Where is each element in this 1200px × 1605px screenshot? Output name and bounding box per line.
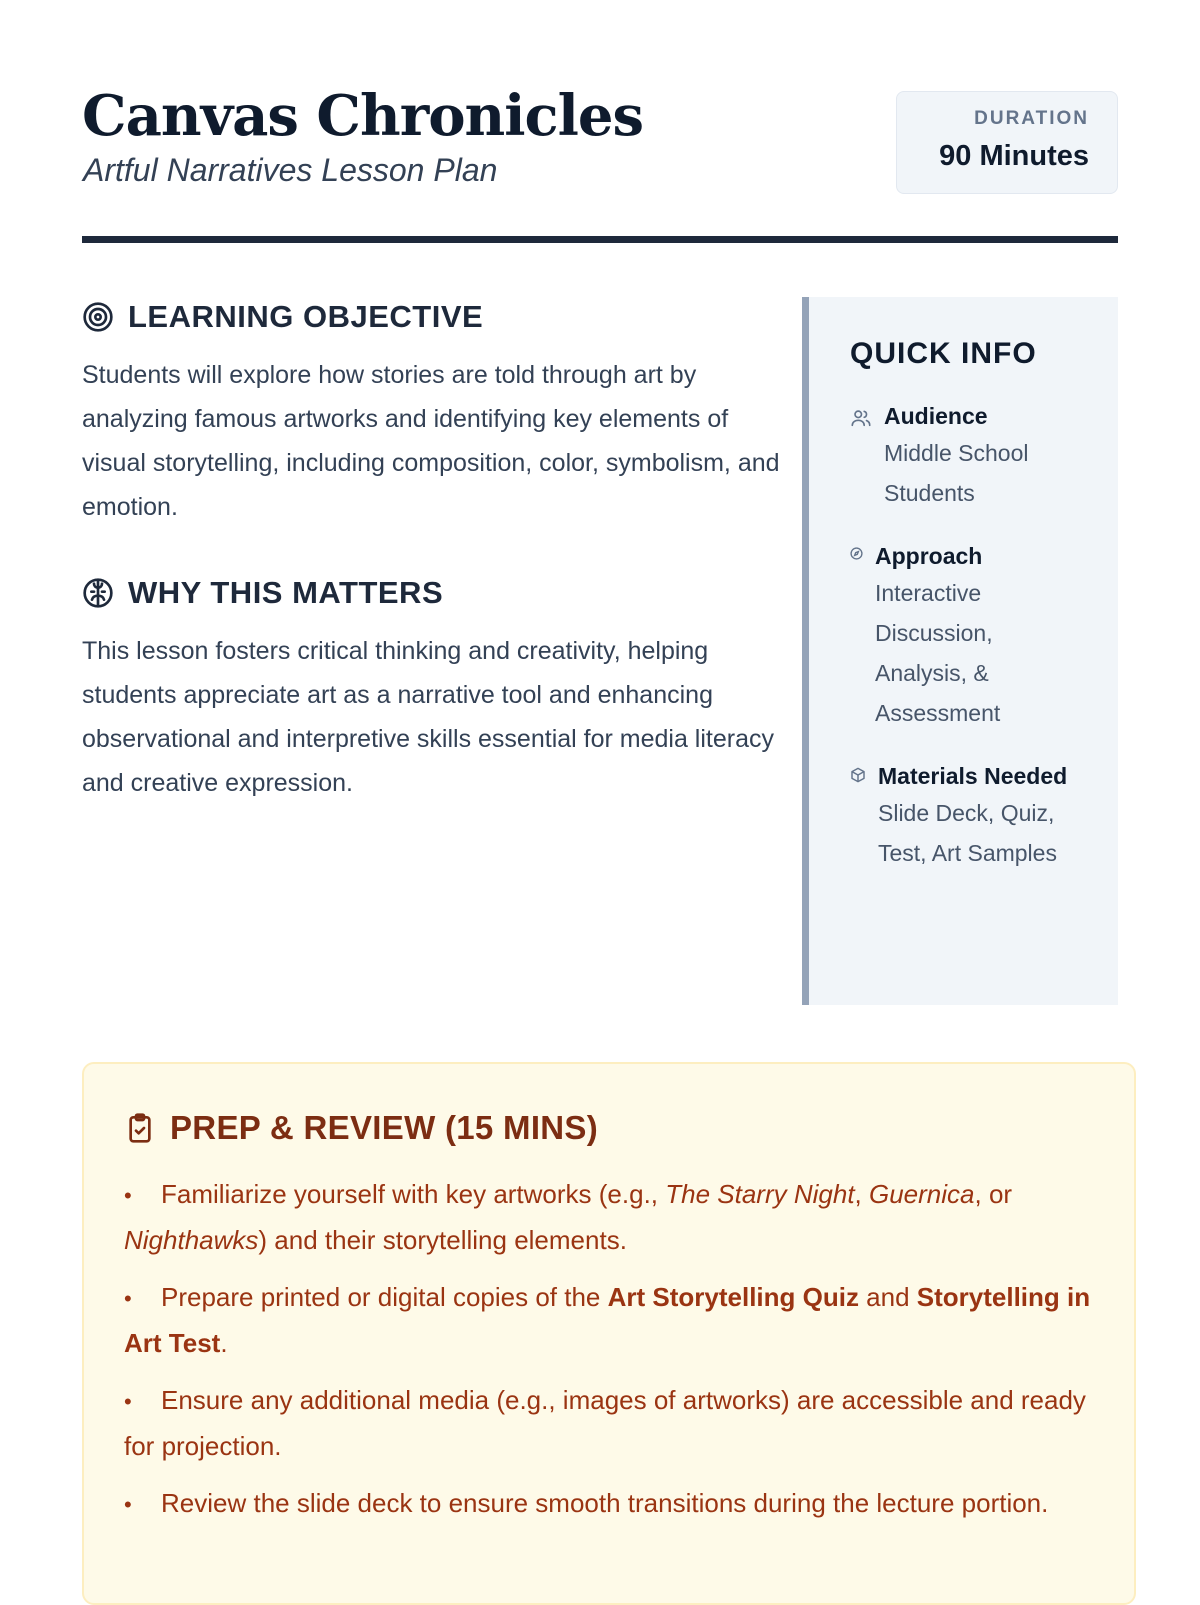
list-item xyxy=(124,1378,1094,1468)
prep-review-title: PREP & REVIEW (15 MINS) xyxy=(170,1109,599,1146)
text: ) and their storytelling elements. xyxy=(258,1225,627,1255)
artwork-title: Guernica xyxy=(869,1179,975,1209)
duration-card xyxy=(896,91,1118,194)
prep-review-heading xyxy=(124,1108,1094,1148)
learning-objective-title: LEARNING OBJECTIVE xyxy=(128,299,484,334)
bullet: • xyxy=(124,1389,132,1414)
artwork-title: Nighthawks xyxy=(124,1225,259,1255)
info-audience xyxy=(850,399,1088,513)
info-approach xyxy=(850,539,1088,733)
page-title: Canvas Chronicles xyxy=(82,83,644,149)
materials-label: Materials Needed xyxy=(878,763,1068,789)
clipboard-check-icon xyxy=(124,1112,156,1144)
header xyxy=(82,0,1118,245)
duration-value: 90 Minutes xyxy=(939,140,1089,172)
text: and xyxy=(858,1282,917,1312)
quick-info-title: QUICK INFO xyxy=(850,337,1037,370)
prep-review-card xyxy=(82,1062,1136,1605)
why-this-matters-heading xyxy=(82,573,782,613)
audience-label: Audience xyxy=(884,403,988,429)
bullet: • xyxy=(124,1286,132,1311)
left-column xyxy=(82,297,782,805)
quick-info-panel xyxy=(802,297,1118,1005)
box-icon xyxy=(850,767,866,783)
audience-value: Middle School Students xyxy=(884,440,1029,506)
text: , or xyxy=(974,1179,1013,1209)
brain-icon xyxy=(82,577,114,609)
list-item xyxy=(124,1172,1094,1262)
bullet: • xyxy=(124,1492,132,1517)
info-materials xyxy=(850,759,1088,873)
test-name: Storytelling in Art Test xyxy=(124,1282,1091,1358)
prep-list xyxy=(124,1172,1094,1527)
text: Ensure any additional media (e.g., images of artworks) are accessible and ready for projection. xyxy=(124,1385,1086,1461)
bullet: • xyxy=(124,1183,132,1208)
compass-icon xyxy=(850,547,863,560)
learning-objective-text: Students will explore how stories are told through art by analyzing famous artworks and identifying key elements of visual storytelling, including composition, color, symbolism, and emotion. xyxy=(82,361,780,521)
quiz-name: Art Storytelling Quiz xyxy=(607,1282,859,1312)
text: , xyxy=(854,1179,869,1209)
text: Prepare printed or digital copies of the xyxy=(161,1282,608,1312)
users-icon xyxy=(850,407,872,429)
learning-objective-section xyxy=(82,297,782,529)
artwork-title: The Starry Night xyxy=(665,1179,855,1209)
approach-label: Approach xyxy=(875,543,983,569)
list-item xyxy=(124,1275,1094,1365)
text: . xyxy=(220,1328,228,1358)
text: Familiarize yourself with key artworks (e.g., xyxy=(161,1179,666,1209)
approach-value: Interactive Discussion, Analysis, & Assessment xyxy=(875,580,1001,726)
list-item xyxy=(124,1481,1094,1527)
duration-label: DURATION xyxy=(974,108,1089,129)
text: Review the slide deck to ensure smooth transitions during the lecture portion. xyxy=(161,1488,1049,1518)
page-subtitle: Artful Narratives Lesson Plan xyxy=(83,152,498,188)
header-divider xyxy=(82,236,1118,243)
materials-value: Slide Deck, Quiz, Test, Art Samples xyxy=(878,800,1057,866)
learning-objective-heading xyxy=(82,297,782,337)
why-this-matters-title: WHY THIS MATTERS xyxy=(128,575,444,610)
why-this-matters-section xyxy=(82,573,782,805)
target-icon xyxy=(82,301,114,333)
main-content xyxy=(82,245,1118,1010)
why-this-matters-text: This lesson fosters critical thinking and creativity, helping students appreciate art as a narrative tool and enhancing observational and interpretive skills essential for media literacy and creative expression. xyxy=(82,637,774,797)
